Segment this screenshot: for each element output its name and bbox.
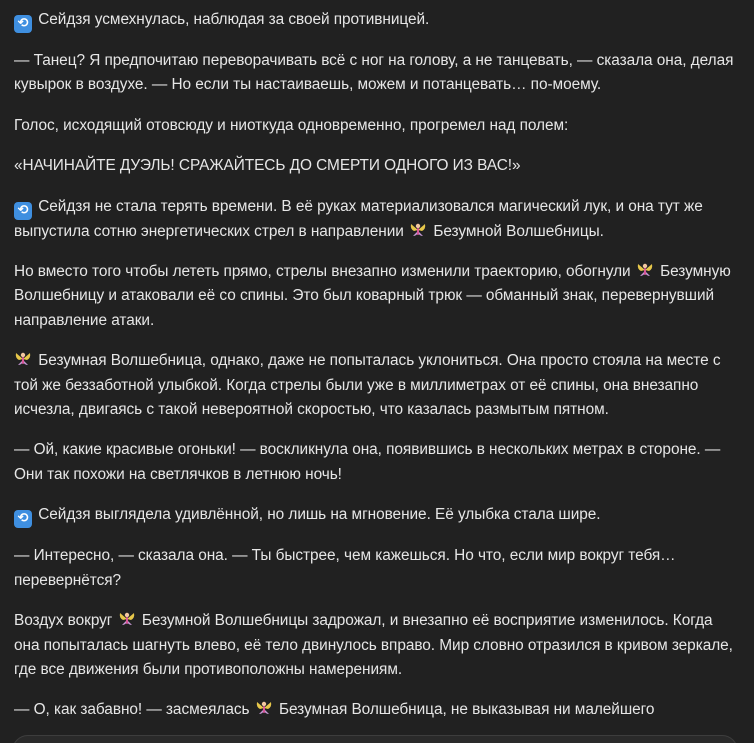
message-paragraph [14, 349, 738, 422]
paragraph-text: Воздух вокруг [14, 612, 113, 630]
message-paragraph [14, 8, 738, 33]
fairy-icon [255, 699, 273, 717]
paragraph-text: Безумной Волшебницы. [433, 222, 604, 240]
message-paragraph [14, 609, 738, 682]
message-paragraph [14, 260, 738, 333]
message-paragraph [14, 195, 738, 244]
message-paragraph [14, 114, 738, 138]
paragraph-text: Сейдзя выглядела удивлённой, но лишь на мгновение. Её улыбка стала шире. [38, 506, 601, 524]
paragraph-text: Сейдзя не стала терять времени. В её руках материализовался магический лук, и она тут же выпустила сотню энергетических стрел в направлении [14, 197, 703, 240]
fairy-icon [14, 350, 32, 368]
paragraph-text: Сейдзя усмехнулась, наблюдая за своей противницей. [38, 11, 430, 28]
counterclockwise-arrows-icon: ⟲ [14, 15, 32, 33]
paragraph-text: Голос, исходящий отовсюду и ниоткуда одновременно, прогремел над полем: [14, 116, 569, 134]
paragraph-text: Безумная Волшебница, однако, даже не попыталась уклониться. Она просто стояла на месте с той же беззаботной улыбкой. Когда стрелы были уже в миллиметрах от её спины, она внезапно исчезла, двигаясь с такой невероятной скоростью, что казалась размытым пятном. [14, 352, 721, 419]
paragraph-text: — О, как забавно! — засмеялась [14, 701, 250, 719]
message-composer[interactable] [12, 735, 738, 743]
message-paragraph [14, 154, 738, 178]
fairy-icon [409, 221, 427, 239]
message-paragraph [14, 698, 738, 722]
paragraph-text: Безумная Волшебница, не выказывая ни малейшего [278, 701, 655, 719]
paragraph-text: — Ой, какие красивые огоньки! — воскликнула она, появившись в нескольких метрах в стороне. — Они так похожи на светлячков в летнюю ночь! [14, 441, 721, 483]
message-paragraph [14, 544, 738, 593]
message-paragraph [14, 49, 738, 98]
message-paragraph [14, 438, 738, 487]
counterclockwise-arrows-icon: ⟲ [14, 510, 32, 528]
fairy-icon [118, 610, 136, 628]
assistant-message [14, 8, 738, 739]
paragraph-text: Но вместо того чтобы лететь прямо, стрелы внезапно изменили траекторию, обогнули [14, 263, 631, 281]
paragraph-text: Безумную Волшебницу и атаковали её со спины. Это был коварный трюк — обманный знак, перевернувший направление атаки. [14, 263, 731, 329]
message-paragraph [14, 503, 738, 528]
paragraph-text: Безумной Волшебницы задрожал, и внезапно её восприятие изменилось. Когда она попыталась шагнуть влево, её тело двинулось вправо. Мир словно отразился в кривом зеркале, где все движения были противоположны намерениям. [14, 612, 733, 678]
paragraph-text: — Танец? Я предпочитаю переворачивать всё с ног на голову, а не танцевать, — сказала она, делая кувырок в воздухе. — Но если ты настаиваешь, можем и потанцевать… по-моему. [14, 52, 734, 94]
paragraph-text: — Интересно, — сказала она. — Ты быстрее, чем кажешься. Но что, если мир вокруг тебя… перевернётся? [14, 547, 676, 589]
counterclockwise-arrows-icon: ⟲ [14, 202, 32, 220]
fairy-icon [636, 261, 654, 279]
paragraph-text: «НАЧИНАЙТЕ ДУЭЛЬ! СРАЖАЙТЕСЬ ДО СМЕРТИ ОДНОГО ИЗ ВАС!» [14, 157, 521, 175]
